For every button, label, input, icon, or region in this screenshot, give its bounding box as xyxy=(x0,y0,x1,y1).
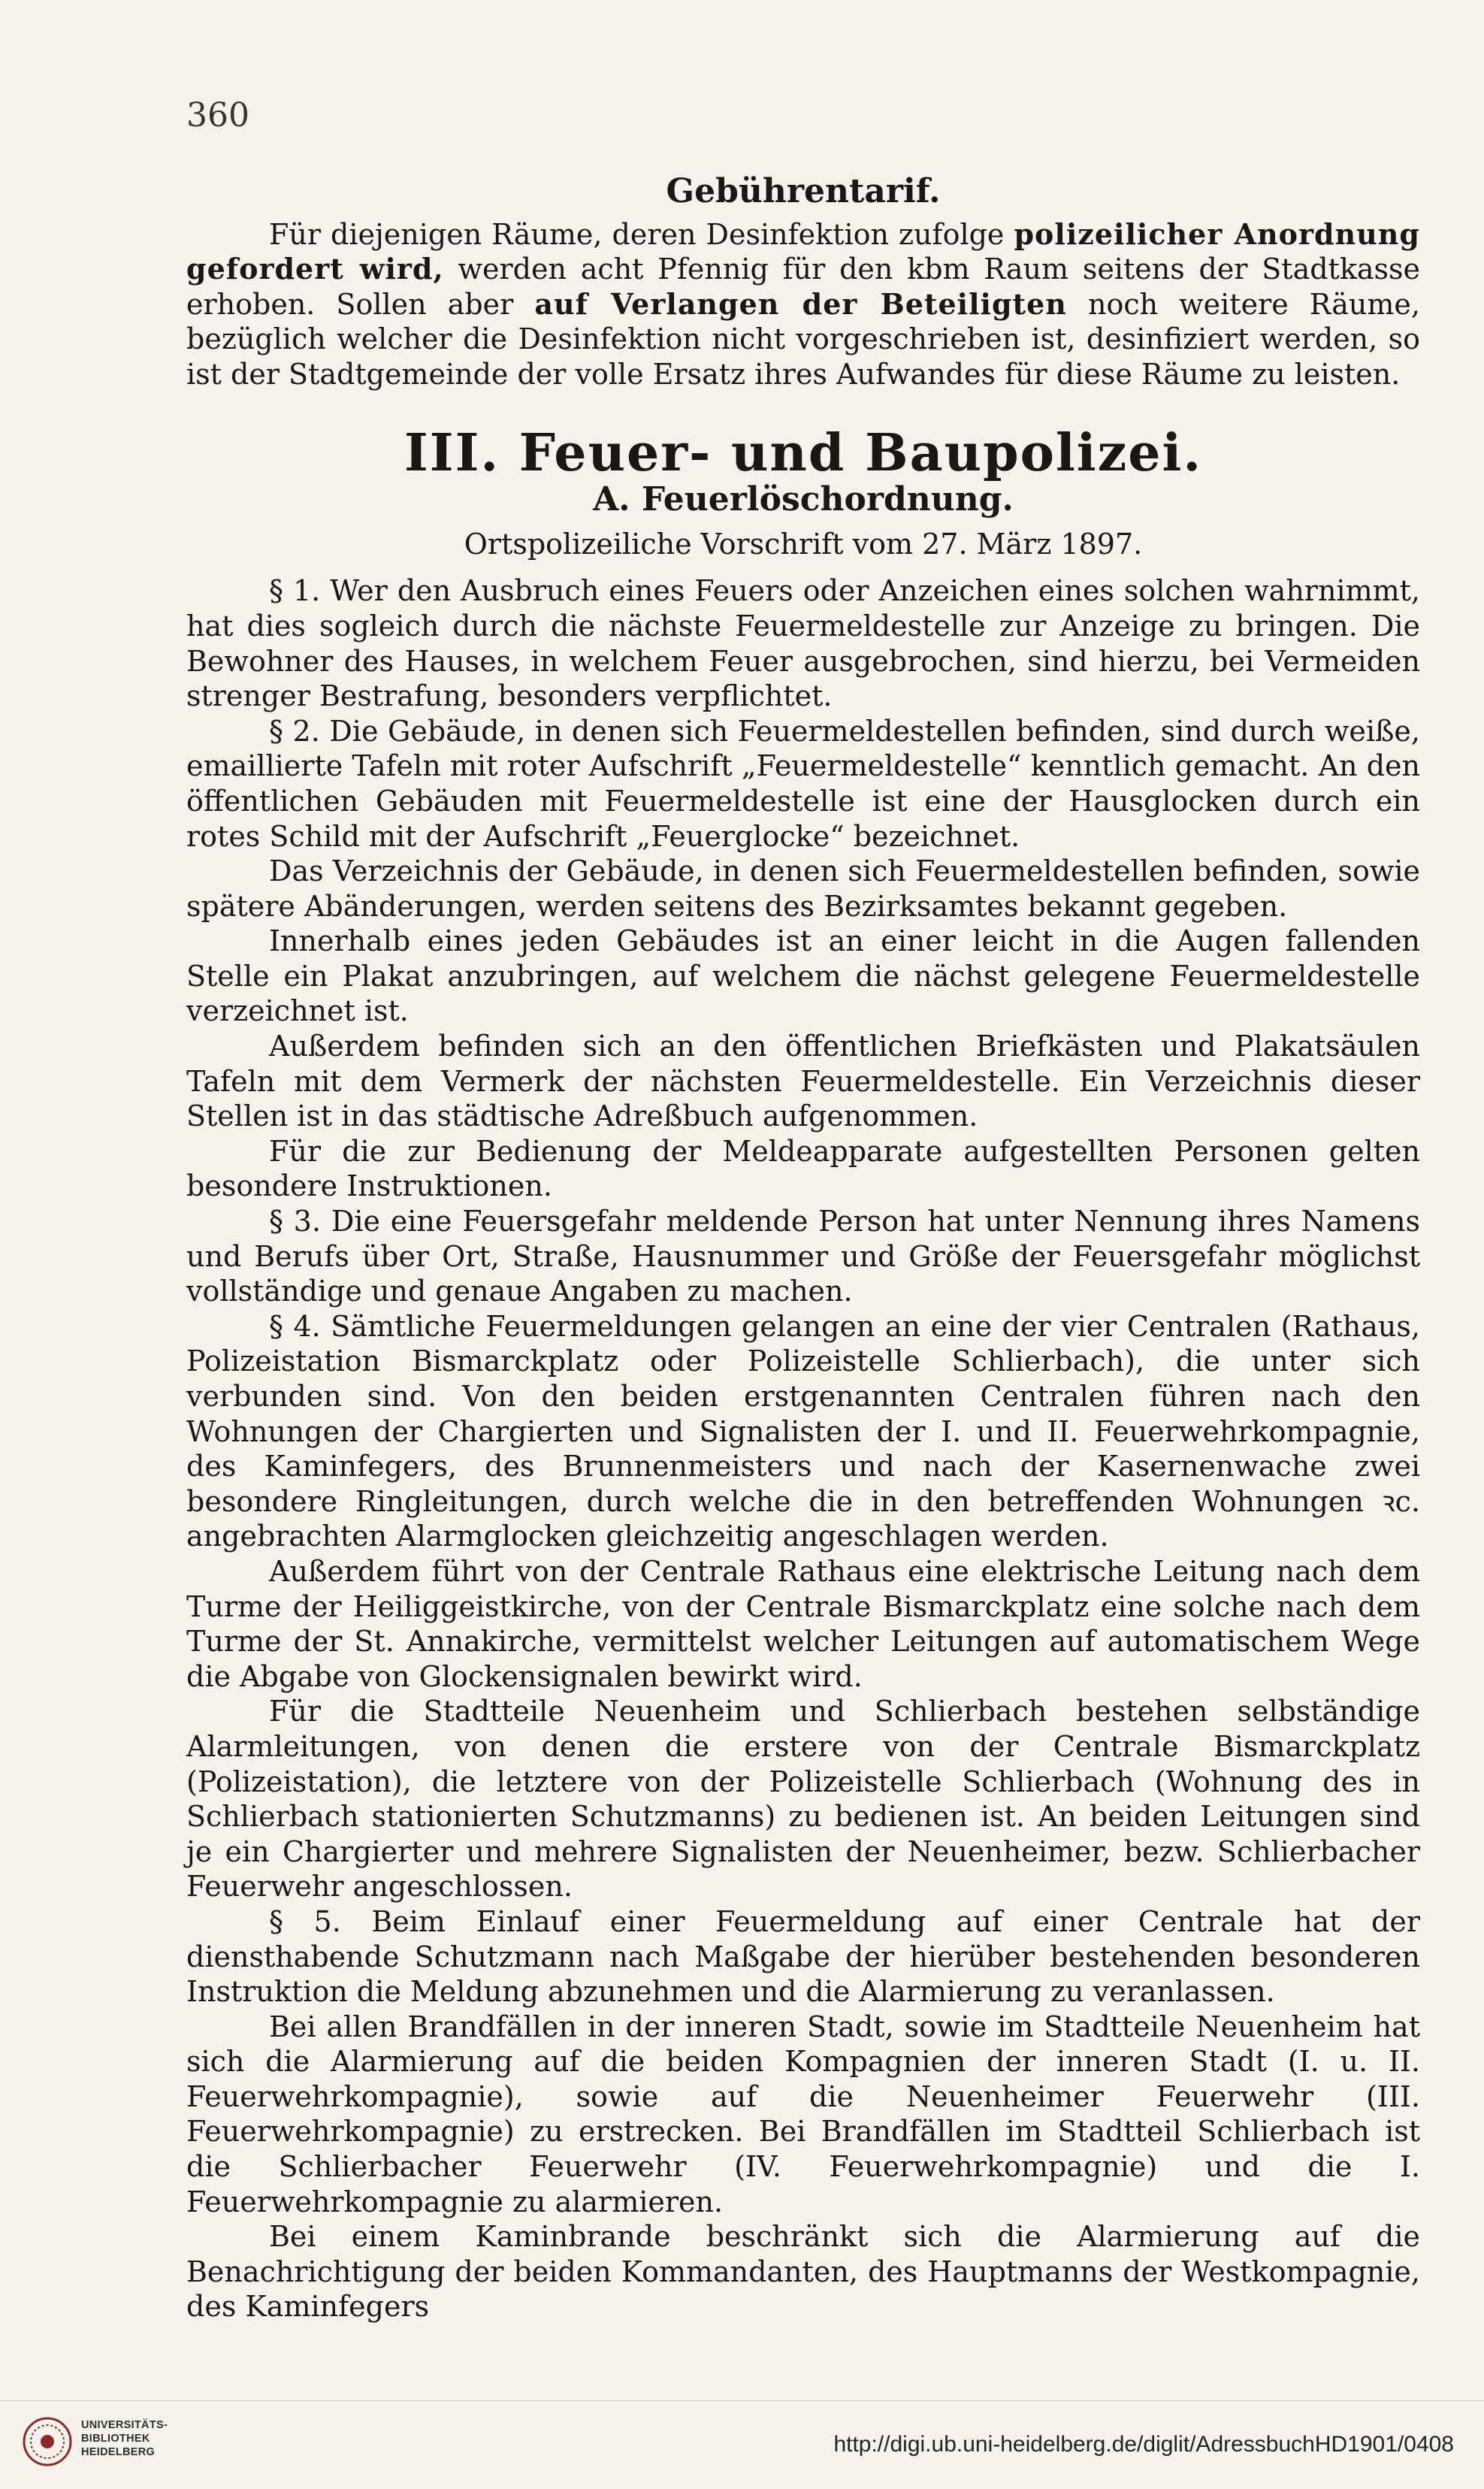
paragraph: Bei einem Kaminbrande beschränkt sich die Alarmierung auf die Benachrichtigung der beiden Kommandanten, des Hauptmanns der Westkompagnie, des Kaminfegers xyxy=(186,2220,1420,2324)
footer-divider xyxy=(0,2400,1484,2401)
library-name-line: UNIVERSITÄTS- xyxy=(81,2419,168,2431)
paragraph: § 2. Die Gebäude, in denen sich Feuermeldestellen befinden, sind durch weiße, emaillierte Tafeln mit roter Aufschrift „Feuermeldestelle“ kenntlich gemacht. An den öffentlichen Gebäuden mit Feuermeldestelle ist eine der Hausglocken durch ein rotes Schild mit der Aufschrift „Feuerglocke“ bezeichnet. xyxy=(186,714,1420,853)
fee-emphasis-2: auf Verlangen der Beteiligten xyxy=(534,286,1067,321)
paragraph: Innerhalb eines jeden Gebäudes ist an einer leicht in die Augen fallenden Stelle ein Plakat anzubringen, auf welchem die nächst gelegene Feuermeldestelle verzeichnet ist. xyxy=(186,924,1420,1028)
fee-paragraph xyxy=(186,217,1420,392)
source-url-link[interactable]: http://digi.ub.uni-heidelberg.de/diglit/AdressbuchHD1901/0408 xyxy=(833,2432,1454,2457)
library-logo[interactable] xyxy=(21,2408,179,2483)
fee-text-2: werden acht Pfennig für den kbm Raum seitens der Stadtkasse erhoben. Sollen aber xyxy=(186,253,1420,321)
chapter-heading: III. Feuer- und Baupolizei. xyxy=(403,422,1203,483)
paragraph: § 1. Wer den Ausbruch eines Feuers oder Anzeichen eines solchen wahrnimmt, hat dies sogleich durch die nächste Feuermeldestelle zur Anzeige zu bringen. Die Bewohner des Hauses, in welchem Feuer ausgebrochen, sind hierzu, bei Vermeiden strenger Bestrafung, besonders verpflichtet. xyxy=(186,574,1420,713)
section-heading: Gebührentarif. xyxy=(666,172,941,210)
paragraph: Für die zur Bedienung der Meldeapparate aufgestellten Personen gelten besondere Instruktionen. xyxy=(186,1134,1420,1203)
paragraph: Außerdem führt von der Centrale Rathaus eine elektrische Leitung nach dem Turme der Heiliggeistkirche, von der Centrale Bismarckplatz eine solche nach dem Turme der St. Annakirche, vermittelst welcher Leitungen auf automatischem Wege die Abgabe von Glockensignalen bewirkt wird. xyxy=(186,1554,1420,1693)
paragraph: Bei allen Brandfällen in der inneren Stadt, sowie im Stadtteile Neuenheim hat sich die Alarmierung auf die beiden Kompagnien der inneren Stadt (I. u. II. Feuerwehrkompagnie), sowie auf die Neuenheimer Feuerwehr (III. Feuerwehrkompagnie) zu erstrecken. Bei Brandfällen im Stadtteil Schlierbach ist die Schlierbacher Feuerwehr (IV. Feuerwehrkompagnie) und die I. Feuerwehrkompagnie zu alarmieren. xyxy=(186,2010,1420,2218)
paragraph: Das Verzeichnis der Gebäude, in denen sich Feuermeldestellen befinden, sowie spätere Abänderungen, werden seitens des Bezirksamtes bekannt gegeben. xyxy=(186,854,1420,923)
library-name-line: HEIDELBERG xyxy=(81,2446,156,2458)
fee-emphasis-1: polizeilicher Anordnung gefordert wird, xyxy=(186,216,1421,286)
paragraph: § 5. Beim Einlauf einer Feuermeldung auf einer Centrale hat der diensthabende Schutzmann nach Maßgabe der hierüber bestehenden besonderen Instruktion die Meldung abzunehmen und die Alarmierung zu veranlassen. xyxy=(186,1904,1420,2009)
regulation-subtitle: Ortspolizeiliche Vorschrift vom 27. März 1897. xyxy=(464,527,1143,561)
fee-text-1: Für diejenigen Räume, deren Desinfektion zufolge xyxy=(269,217,1014,251)
page-number: 360 xyxy=(186,96,249,135)
fee-text-3: noch weitere Räume, bezüglich welcher die Desinfektion nicht vorgeschrieben ist, desinfiziert werden, so ist der Stadtgemeinde der volle Ersatz ihres Aufwandes für diese Räume zu leisten. xyxy=(186,287,1420,391)
library-name-line: BIBLIOTHEK xyxy=(81,2433,150,2445)
page-content xyxy=(186,174,1420,2324)
paragraph: Außerdem befinden sich an den öffentlichen Briefkästen und Plakatsäulen Tafeln mit dem Vermerk der nächsten Feuermeldestelle. Ein Verzeichnis dieser Stellen ist in das städtische Adreßbuch aufgenommen. xyxy=(186,1030,1420,1133)
subchapter-heading: A. Feuerlöschordnung. xyxy=(593,480,1014,519)
paragraph: § 4. Sämtliche Feuermeldungen gelangen an eine der vier Centralen (Rathaus, Polizeistation Bismarckplatz oder Polizeistelle Schlierbach), die unter sich verbunden sind. Von den beiden erstgenannten Centralen führen nach den Wohnungen der Chargierten und Signalisten der I. und II. Feuerwehrkompagnie, des Kaminfegers, des Brunnenmeisters und nach der Kasernenwache zwei besondere Ringleitungen, durch welche die in den betreffenden Wohnungen ꝛc. angebrachten Alarmglocken gleichzeitig angeschlagen werden. xyxy=(186,1309,1420,1553)
library-name xyxy=(81,2418,168,2459)
paragraph: § 3. Die eine Feuersgefahr meldende Person hat unter Nennung ihres Namens und Berufs über Ort, Straße, Hausnummer und Größe der Feuersgefahr möglichst vollständige und genaue Angaben zu machen. xyxy=(186,1205,1420,1308)
paragraph: Für die Stadtteile Neuenheim und Schlierbach bestehen selbständige Alarmleitungen, von denen die erstere von der Centrale Bismarckplatz (Polizeistation), die letztere von der Polizeistelle Schlierbach (Wohnung des in Schlierbach stationierten Schutzmanns) zu bedienen ist. An beiden Leitungen sind je ein Chargierter und mehrere Signalisten der Neuenheimer, bezw. Schlierbacher Feuerwehr angeschlossen. xyxy=(186,1695,1420,1904)
library-seal-icon xyxy=(21,2415,74,2468)
